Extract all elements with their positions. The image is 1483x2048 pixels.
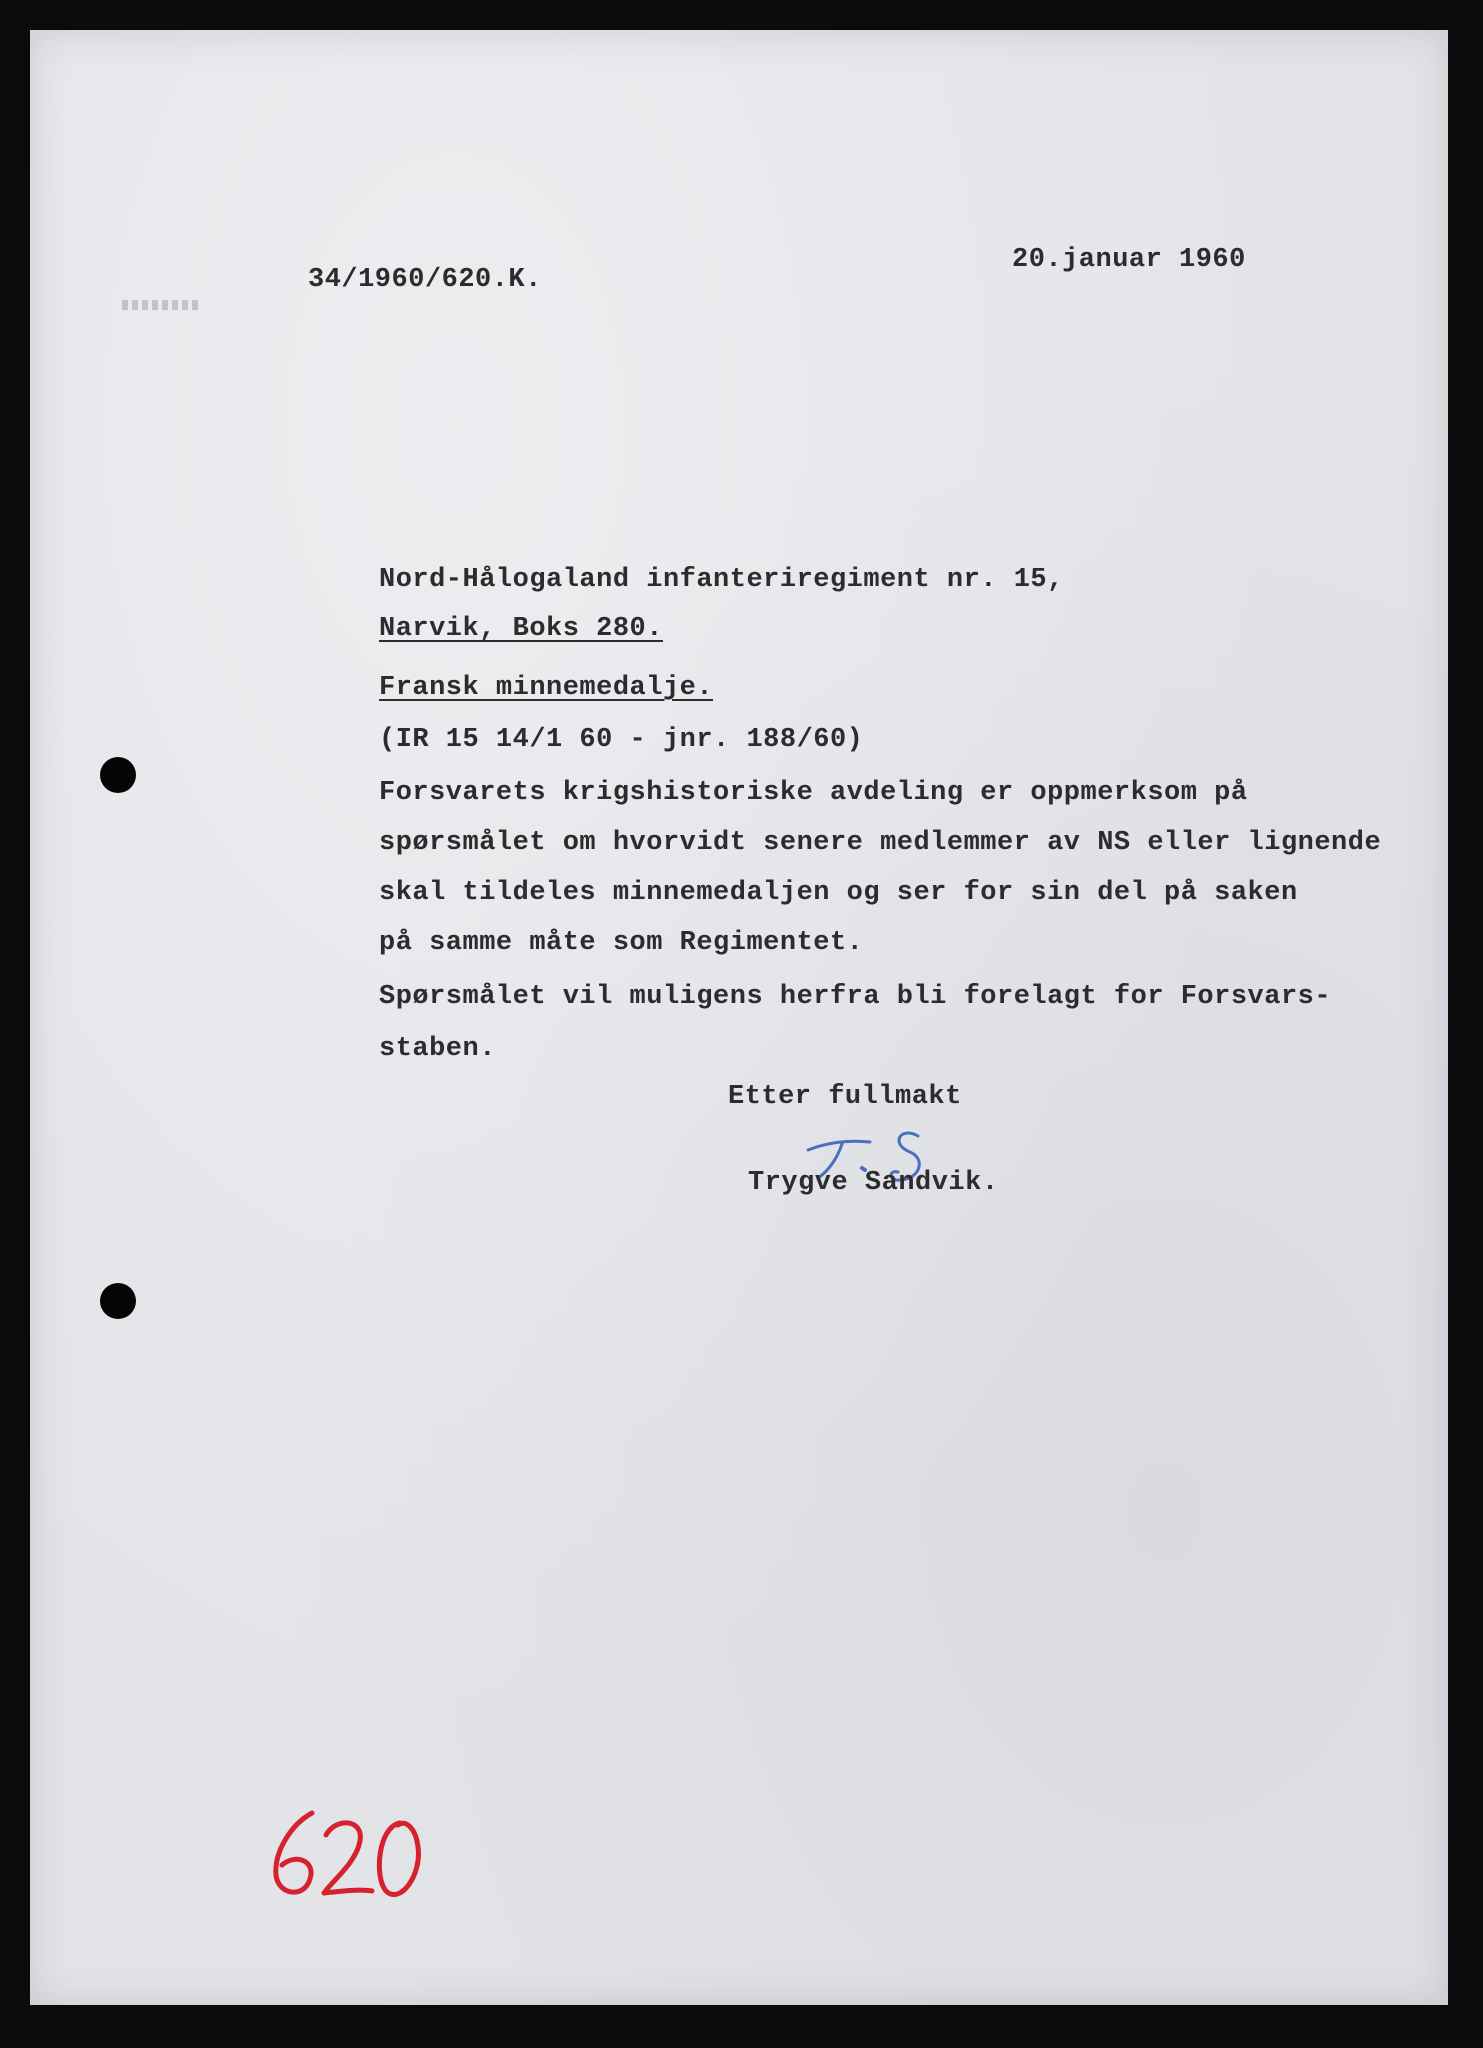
recipient-line-2: Narvik, Boks 280. [379, 614, 663, 644]
paragraph-1-line: spørsmålet om hvorvidt senere medlemmer av NS eller lignende [379, 828, 1382, 858]
paragraph-1-line: Forsvarets krigshistoriske avdeling er oppmerksom på [379, 778, 1248, 808]
punch-hole-bottom [100, 1283, 136, 1319]
paragraph-2-line: staben. [379, 1034, 496, 1064]
reference-number: 34/1960/620.K. [308, 265, 542, 295]
paragraph-1-line: skal tildeles minnemedaljen og ser for sin del på saken [379, 878, 1298, 908]
closing-phrase: Etter fullmakt [728, 1082, 962, 1112]
paragraph-1-line: på samme måte som Regimentet. [379, 928, 864, 958]
faint-stamp-mark [122, 300, 200, 310]
subject-line: Fransk minnemedalje. [379, 673, 714, 703]
letter-page [30, 30, 1448, 2005]
letter-date: 20.januar 1960 [1012, 245, 1246, 275]
paragraph-2-line: Spørsmålet vil muligens herfra bli forelagt for Forsvars- [379, 982, 1332, 1012]
punch-hole-top [100, 757, 136, 793]
signatory-name: Trygve Sandvik. [748, 1168, 999, 1198]
recipient-line-1: Nord-Hålogaland infanteriregiment nr. 15, [379, 565, 1064, 595]
handwritten-archive-number [260, 1805, 430, 1905]
reference-line: (IR 15 14/1 60 - jnr. 188/60) [379, 725, 864, 755]
